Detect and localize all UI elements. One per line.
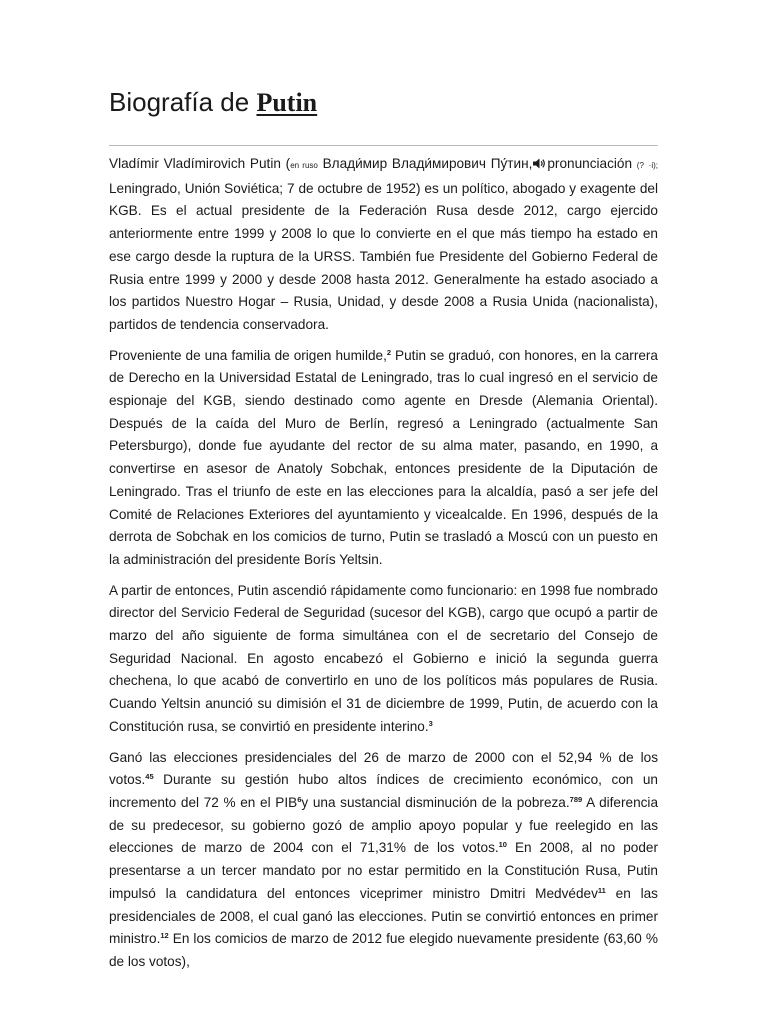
pronunciation-info[interactable]: ·i); (648, 161, 658, 170)
paragraph-text: Durante su gestión hubo altos índices de crecimiento económico, con un incremento del 72 % en el PIB (109, 772, 658, 810)
page-title (109, 86, 317, 119)
paragraph-text: Ganó las elecciones presidenciales del 26 de marzo de 2000 con el 52,94 % de los votos. (109, 749, 658, 788)
paragraph-text: Putin se graduó, con honores, en la carrera de Derecho en la Universidad Estatal de Leningrado, tras lo cual ingresó en el servicio de espionaje del KGB, siendo destinado como agente en Dresde (Alemania Oriental). Después de la caída del Muro de Berlín, regresó a Leningrado (actualmente San Petersburgo), donde fue ayudante del rector de su alma mater, pasando, en 1990, a convertirse en asesor de Anatoly Sobchak, entonces presidente de la Diputación de Leningrado. Tras el triunfo de este en las elecciones para la alcaldía, pasó a ser jefe del Comité de Relaciones Exteriores del ayuntamiento y vicealcalde. En 1996, después de la derrota de Sobchak en los comicios de turno, Putin se trasladó a Moscú con un puesto en la administración del presidente Borís Yeltsin. (109, 347, 658, 567)
title-divider (109, 145, 658, 146)
footnote-ref[interactable]: 10 (498, 840, 507, 850)
pronunciation-link[interactable]: pronunciación (547, 156, 633, 171)
title-prefix: Biografía de (109, 87, 250, 117)
title-name-link[interactable]: Putin (256, 88, 318, 117)
paragraph-text: Leningrado, Unión Soviética; 7 de octubre de 1952) es un político, abogado y exagente del KGB. Es el actual presidente de la Federación Rusa desde 2012, cargo ejercido anteriormente entre 1999 y 2008 lo que lo convierte en el que más tiempo ha estado en ese cargo desde la ruptura de la URSS. También fue Presidente del Gobierno Federal de Rusia entre 1999 y 2000 y desde 2008 hasta 2012. Generalmente ha estado asociado a los partidos Nuestro Hogar – Rusia, Unidad, y desde 2008 a Rusia Unida (nacionalista), partidos de tendencia conservadora. (109, 180, 658, 332)
paragraph-early-life (109, 345, 658, 572)
footnote-ref[interactable]: 789 (569, 794, 583, 804)
article-body (109, 153, 658, 982)
paragraph-presidency (109, 747, 658, 974)
footnote-ref[interactable]: 2 (386, 347, 392, 357)
paragraph-text: A diferencia de su predecesor, su gobierno gozó de amplio apoyo popular y fue reelegido en las elecciones de marzo de 2004 con el 71,31% de los votos. (109, 794, 659, 856)
footnote-ref[interactable]: 12 (160, 931, 169, 941)
pronunciation-help[interactable]: (? (636, 161, 644, 170)
document-page (109, 0, 659, 1024)
paragraph-intro (109, 153, 658, 337)
speaker-icon[interactable] (533, 154, 546, 165)
paragraph-text: A partir de entonces, Putin ascendió rápidamente como funcionario: en 1998 fue nombrado director del Servicio Federal de Seguridad (sucesor del KGB), cargo que ocupó a partir de marzo del año siguiente de forma simultánea con el de secretario del Consejo de Seguridad Nacional. En agosto encabezó el Gobierno e inició la segunda guerra chechena, lo que acabó de convertirlo en uno de los políticos más populares de Rusia. Cuando Yeltsin anunció su dimisión el 31 de diciembre de 1999, Putin, de acuerdo con la Constitución rusa, se convirtió en presidente interino. (109, 582, 658, 734)
paragraph-text: En los comicios de marzo de 2012 fue elegido nuevamente presidente (63,60 % de los votos), (109, 931, 658, 969)
paragraph-text: En 2008, al no poder presentarse a un tercer mandato por no estar permitido en la Constitución Rusa, Putin impulsó la candidatura del entonces viceprimer ministro Dmitri Medvédev (109, 840, 658, 901)
paragraph-rise (109, 580, 658, 739)
russian-name: Влади́мир Влади́мирович Пу́тин, (317, 156, 533, 171)
language-note: en ruso (290, 161, 318, 170)
paragraph-text: Proveniente de una familia de origen humilde, (109, 347, 387, 363)
footnote-ref[interactable]: 3 (428, 718, 433, 728)
footnote-ref[interactable]: 11 (597, 885, 606, 895)
paragraph-text: Vladímir Vladímirovich Putin ( (109, 156, 291, 171)
footnote-ref[interactable]: 6 (297, 794, 302, 804)
paragraph-text: y una sustancial disminución de la pobreza. (301, 794, 570, 810)
footnote-ref[interactable]: 45 (145, 772, 154, 782)
paragraph-text: en las presidenciales de 2008, el cual ganó las elecciones. Putin se convirtió entonces en primer ministro. (109, 885, 658, 947)
